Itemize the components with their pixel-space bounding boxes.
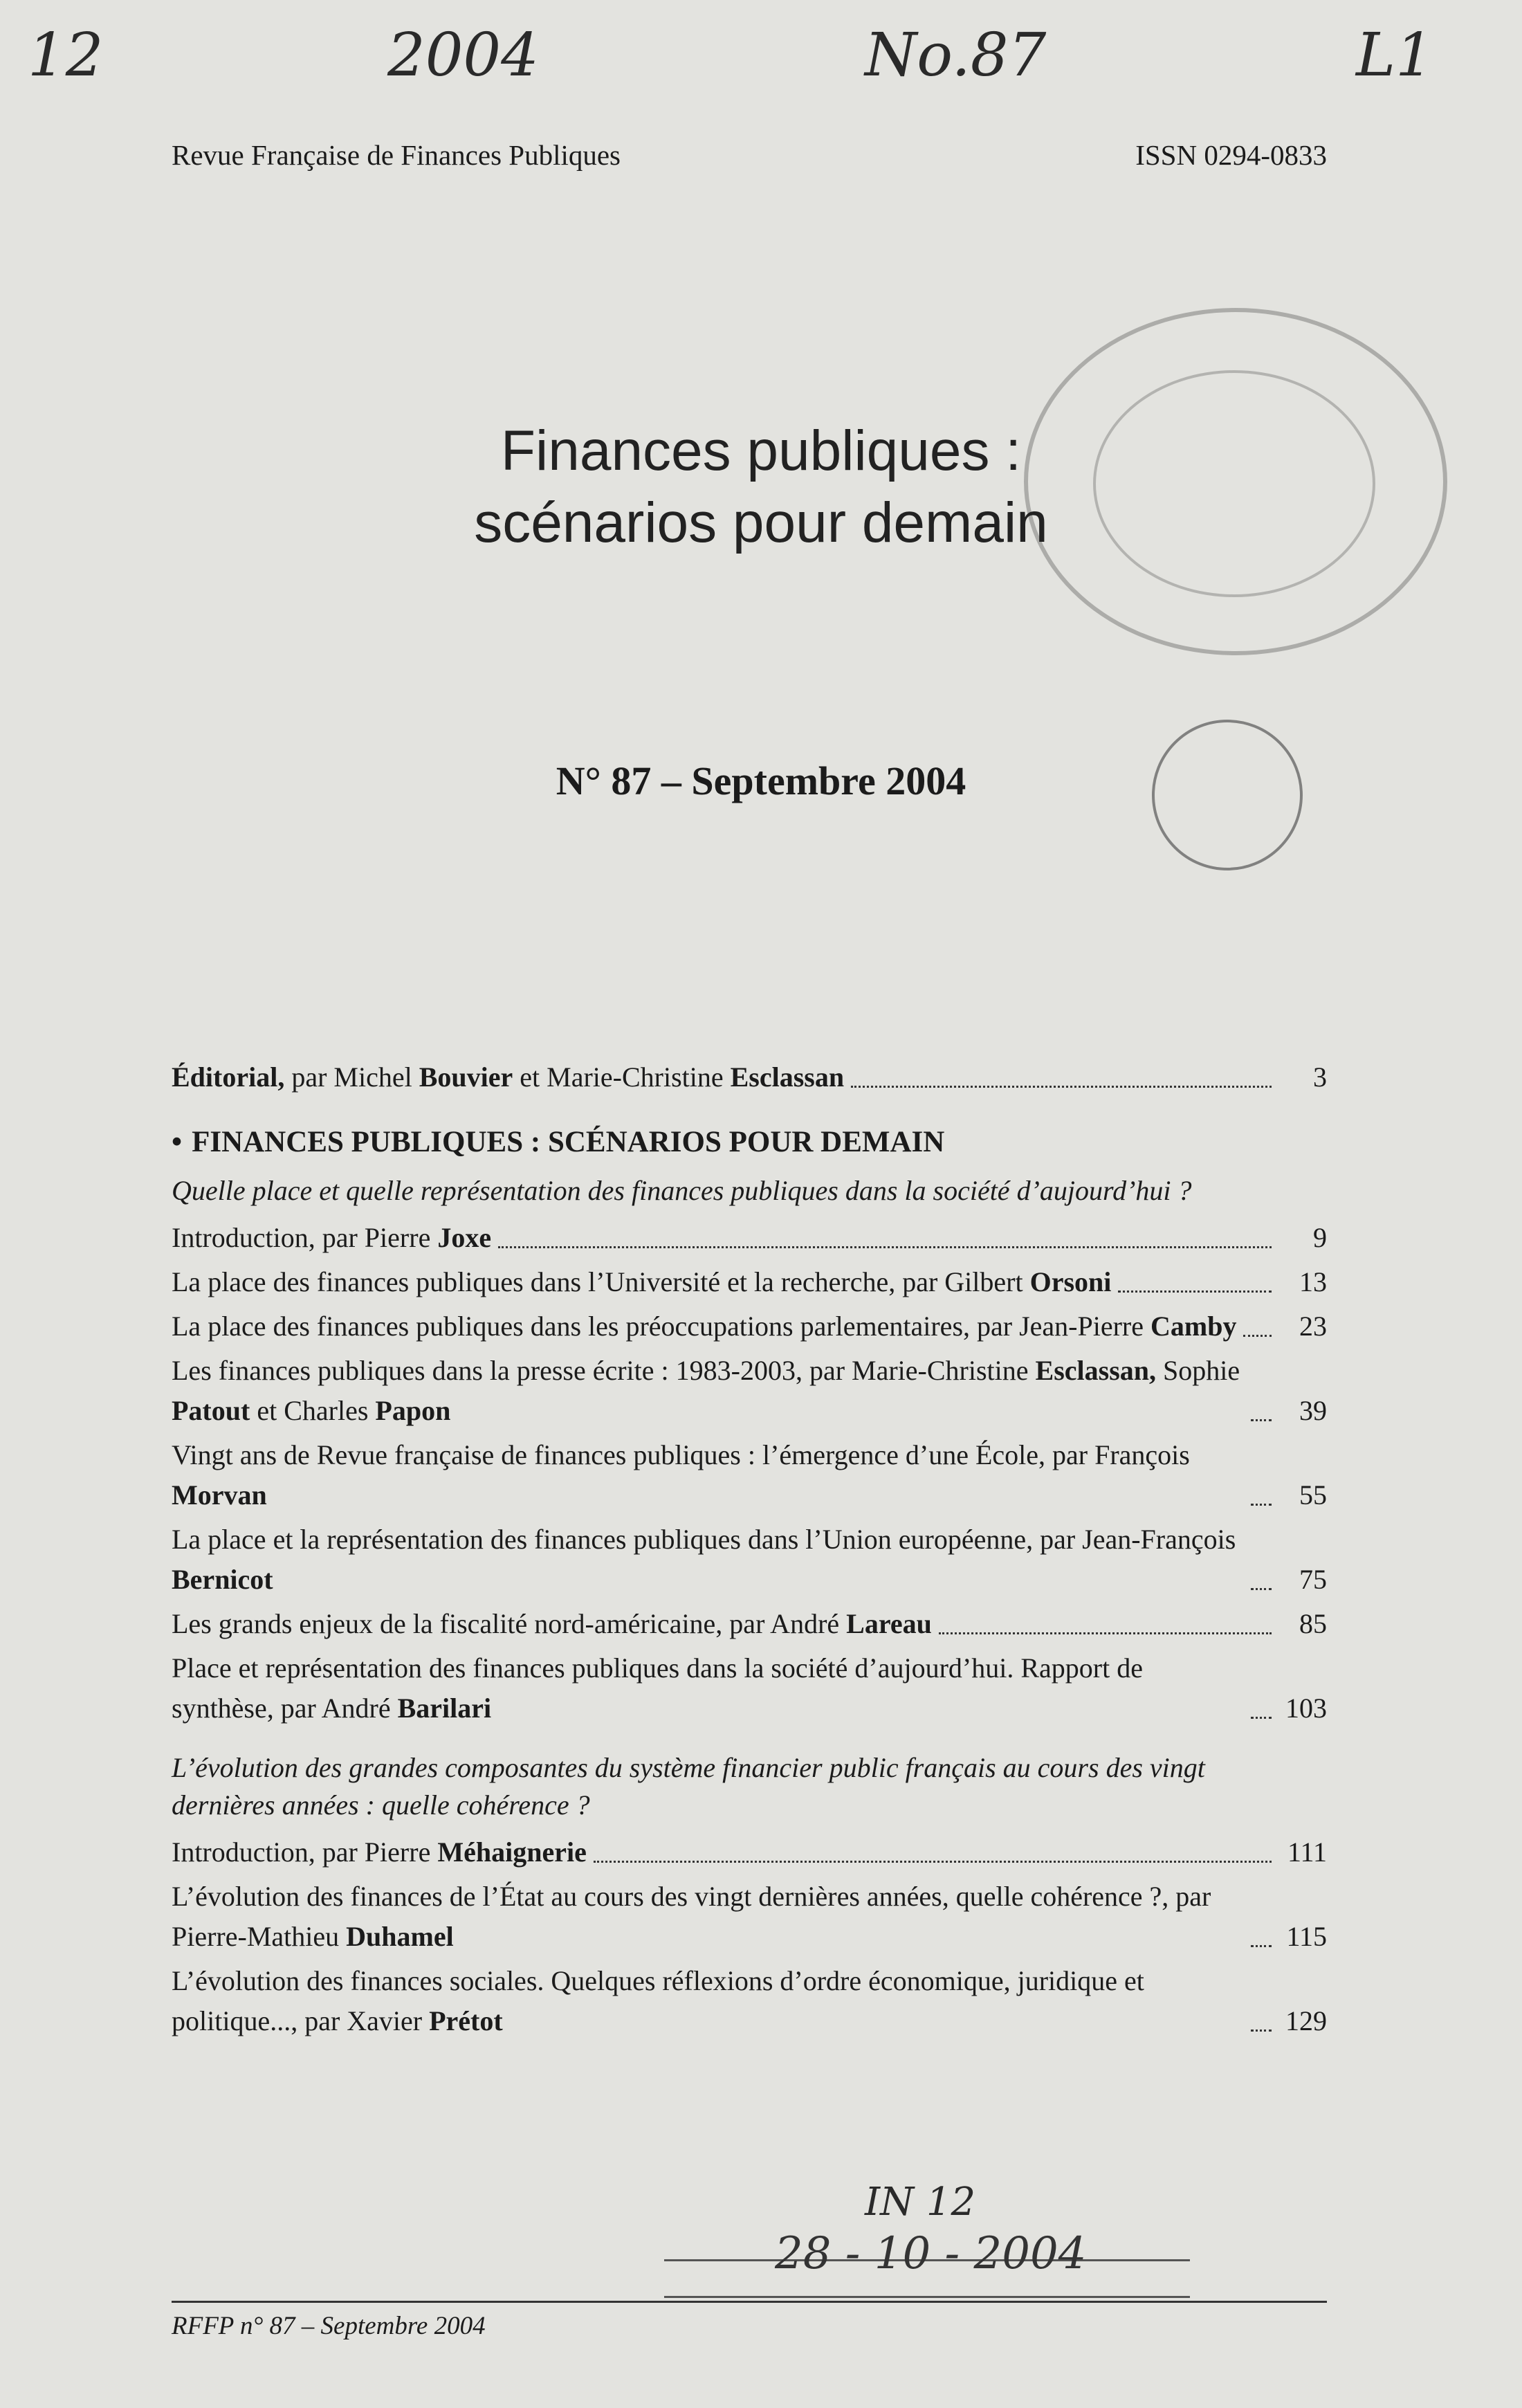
handwritten-number: 12 xyxy=(28,21,104,90)
toc-entry: L’évolution des finances sociales. Quelques réflexions d’ordre économique, juridique et politique..., par Xavier Prétot 129 xyxy=(172,1961,1327,2041)
title-line-1: Finances publiques : xyxy=(500,419,1022,482)
leader-dots xyxy=(1118,1290,1272,1293)
handwritten-year: 2004 xyxy=(387,21,539,90)
issn: ISSN 0294-0833 xyxy=(1135,139,1327,171)
leader-dots xyxy=(1251,1945,1272,1947)
page-number: 129 xyxy=(1285,2005,1327,2036)
journal-header xyxy=(172,138,1327,172)
page-number: 111 xyxy=(1287,1836,1327,1868)
page-number: 3 xyxy=(1313,1061,1327,1093)
toc-entry: Place et représentation des finances publiques dans la société d’aujourd’hui. Rapport de synthèse, par André Barilari 103 xyxy=(172,1648,1327,1729)
leader-dots xyxy=(498,1246,1272,1248)
section-heading: • FINANCES PUBLIQUES : SCÉNARIOS POUR DEMAIN xyxy=(172,1126,945,1158)
subsection-heading-1: Quelle place et quelle représentation des finances publiques dans la société d’aujourd’hui ? xyxy=(172,1175,1192,1206)
table-of-contents xyxy=(172,1057,1327,2045)
subsection-heading-2: L’évolution des grandes composantes du système financier public français au cours des vingt dernières années : quelle cohérence ? xyxy=(172,1752,1205,1821)
bullet-icon: • xyxy=(172,1126,183,1158)
page-footer: RFFP n° 87 – Septembre 2004 xyxy=(172,2301,1327,2341)
toc-entry: La place des finances publiques dans les préoccupations parlementaires, par Jean-Pierre Camby 23 xyxy=(172,1306,1327,1347)
leader-dots xyxy=(1251,1588,1272,1590)
registration-line xyxy=(664,2296,1190,2298)
page-number: 75 xyxy=(1299,1564,1327,1595)
author: Bernicot xyxy=(172,1564,273,1595)
toc-entry: Les grands enjeux de la fiscalité nord-américaine, par André Lareau 85 xyxy=(172,1604,1327,1644)
toc-entry: Introduction, par Pierre Méhaignerie 111 xyxy=(172,1832,1327,1872)
toc-entry: La place des finances publiques dans l’Université et la recherche, par Gilbert Orsoni 13 xyxy=(172,1262,1327,1302)
toc-entry: Les finances publiques dans la presse écrite : 1983-2003, par Marie-Christine Esclassan, Sophie Patout et Charles Papon 39 xyxy=(172,1351,1327,1431)
author: Prétot xyxy=(429,2005,503,2036)
author: Camby xyxy=(1150,1311,1237,1342)
author: Méhaignerie xyxy=(437,1836,587,1868)
page-number: 13 xyxy=(1299,1266,1327,1297)
author: Barilari xyxy=(397,1693,492,1724)
page-number: 115 xyxy=(1286,1921,1327,1952)
issue-number: N° 87 – Septembre 2004 xyxy=(556,758,966,803)
handwritten-code: L1 xyxy=(1356,21,1433,90)
page-number: 23 xyxy=(1299,1311,1327,1342)
author: Joxe xyxy=(437,1222,492,1253)
leader-dots xyxy=(1251,2030,1272,2032)
leader-dots xyxy=(1251,1717,1272,1719)
author: Papon xyxy=(375,1395,451,1426)
author: Lareau xyxy=(846,1608,932,1639)
page-number: 55 xyxy=(1299,1479,1327,1511)
author: Esclassan, xyxy=(1035,1355,1157,1386)
author: Patout xyxy=(172,1395,250,1426)
author: Esclassan xyxy=(730,1061,845,1093)
leader-dots xyxy=(1251,1419,1272,1421)
signature-mark xyxy=(1152,720,1303,870)
toc-entry: Introduction, par Pierre Joxe 9 xyxy=(172,1218,1327,1258)
author: Morvan xyxy=(172,1479,267,1511)
title-line-2: scénarios pour demain xyxy=(474,491,1048,554)
page-number: 39 xyxy=(1299,1395,1327,1426)
leader-dots xyxy=(851,1086,1272,1088)
page-number: 103 xyxy=(1285,1693,1327,1724)
page-title xyxy=(0,415,1522,559)
toc-entry: La place et la représentation des finances publiques dans l’Union européenne, par Jean-François Bernicot 75 xyxy=(172,1520,1327,1600)
handwritten-issue: No.87 xyxy=(865,21,1047,90)
page-number: 9 xyxy=(1313,1222,1327,1253)
leader-dots xyxy=(939,1632,1272,1634)
toc-entry-editorial: Éditorial, par Michel Bouvier et Marie-Christine Esclassan 3 xyxy=(172,1057,1327,1097)
toc-entry: L’évolution des finances de l’État au cours des vingt dernières années, quelle cohérence ?, par Pierre-Mathieu Duhamel 115 xyxy=(172,1877,1327,1957)
author: Orsoni xyxy=(1029,1266,1112,1297)
leader-dots xyxy=(1243,1335,1272,1337)
registration-date: 28 - 10 - 2004 xyxy=(775,2228,1087,2279)
journal-name: Revue Française de Finances Publiques xyxy=(172,139,621,171)
author: Bouvier xyxy=(419,1061,513,1093)
registration-number: IN 12 xyxy=(865,2180,976,2225)
author: Duhamel xyxy=(346,1921,454,1952)
page-number: 85 xyxy=(1299,1608,1327,1639)
leader-dots xyxy=(1251,1504,1272,1506)
toc-entry: Vingt ans de Revue française de finances publiques : l’émergence d’une École, par François Morvan 55 xyxy=(172,1435,1327,1515)
leader-dots xyxy=(594,1861,1272,1863)
editorial-label: Éditorial, xyxy=(172,1061,285,1093)
